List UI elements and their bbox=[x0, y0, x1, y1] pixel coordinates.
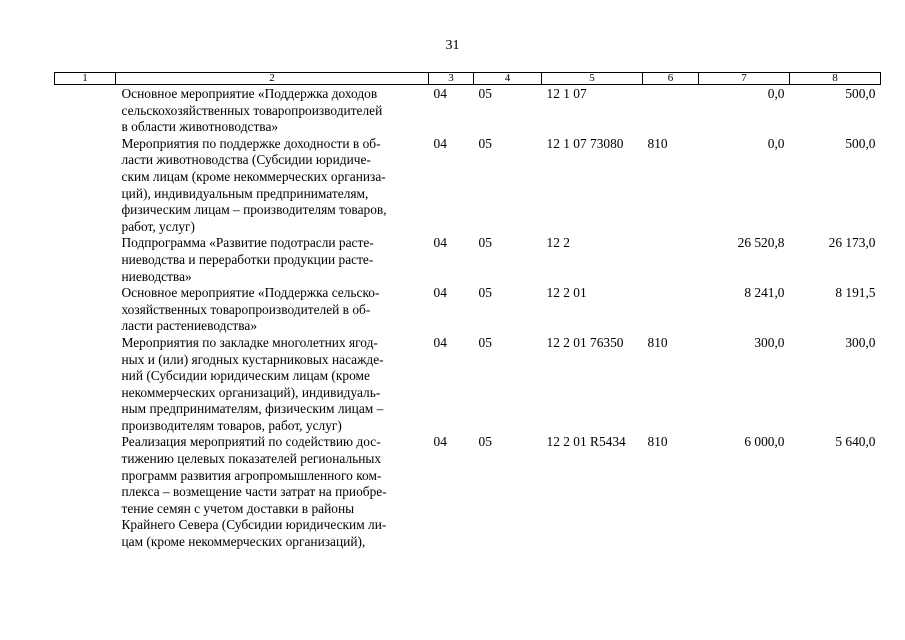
row-amount-1: 0,0 bbox=[767, 86, 785, 101]
row-name-line: Мероприятия по поддержке доходности в об- bbox=[121, 135, 381, 151]
row-section: 04 bbox=[433, 434, 447, 450]
row-name-line: ний (Субсидии юридическим лицам (кроме bbox=[121, 368, 370, 384]
row-subsection: 05 bbox=[478, 334, 492, 350]
row-name-line: производителям товаров, работ, услуг) bbox=[121, 417, 342, 433]
row-amount-2: 500,0 bbox=[845, 86, 876, 101]
row-amount-1: 300,0 bbox=[754, 334, 785, 350]
row-name bbox=[116, 335, 429, 435]
row-expense-type bbox=[643, 85, 699, 136]
row-amount-2: 500,0 bbox=[845, 135, 876, 151]
row-name-line: некоммерческих организаций), индивидуаль- bbox=[121, 384, 381, 400]
column-number-5: 5 bbox=[542, 73, 643, 85]
row-amount-1: 26 520,8 bbox=[737, 235, 785, 251]
row-expense-type: 810 bbox=[647, 434, 668, 450]
row-name bbox=[116, 85, 429, 136]
table-row bbox=[55, 235, 881, 285]
table-row bbox=[55, 85, 881, 136]
row-subsection: 05 bbox=[478, 235, 492, 251]
row-name-line: ций), индивидуальным предпринимателям, bbox=[121, 185, 369, 201]
row-target-article: 12 1 07 73080 bbox=[546, 135, 624, 151]
row-target-article: 12 2 01 R5434 bbox=[546, 434, 626, 450]
row-expense-type bbox=[643, 235, 699, 285]
column-number-1: 1 bbox=[55, 73, 116, 85]
row-name-line: Подпрограмма «Развитие подотрасли расте- bbox=[121, 235, 374, 251]
row-name-line: Основное мероприятие «Поддержка сельско- bbox=[121, 285, 380, 301]
row-name bbox=[116, 235, 429, 285]
row-expense-type: 810 bbox=[647, 135, 668, 151]
row-empty-cell bbox=[55, 335, 116, 435]
row-subsection: 05 bbox=[478, 434, 492, 450]
column-number-4: 4 bbox=[474, 73, 542, 85]
row-name-line: сельскохозяйственных товаропроизводителей bbox=[121, 102, 383, 118]
row-name-line: ласти растениеводства» bbox=[121, 318, 258, 334]
row-amount-2: 8 191,5 bbox=[835, 285, 876, 301]
row-name-line: цам (кроме некоммерческих организаций), bbox=[121, 534, 366, 550]
row-name bbox=[116, 136, 429, 236]
row-target-article: 12 2 bbox=[546, 235, 570, 251]
table-row bbox=[55, 335, 881, 435]
row-section: 04 bbox=[433, 285, 447, 301]
table-row bbox=[55, 285, 881, 335]
row-empty-cell bbox=[55, 434, 116, 550]
column-number-2: 2 bbox=[116, 73, 429, 85]
row-amount-2: 26 173,0 bbox=[828, 235, 876, 251]
row-name-line: в области животноводства» bbox=[121, 119, 279, 135]
row-subsection: 05 bbox=[478, 285, 492, 301]
row-name-line: ским лицам (кроме некоммерческих организа- bbox=[121, 168, 386, 184]
row-empty-cell bbox=[55, 85, 116, 136]
row-name-line: ниеводства» bbox=[121, 268, 192, 284]
row-name-line: тижению целевых показателей региональных bbox=[121, 451, 382, 467]
row-name-line: тение семян с учетом доставки в районы bbox=[121, 500, 355, 516]
row-name-line: работ, услуг) bbox=[121, 218, 195, 234]
row-name-line: ласти животноводства (Субсидии юридиче- bbox=[121, 152, 371, 168]
row-amount-1: 8 241,0 bbox=[744, 285, 785, 301]
row-name-line: Крайнего Севера (Субсидии юридическим ли- bbox=[121, 517, 387, 533]
row-section: 04 bbox=[433, 86, 447, 101]
column-number-3: 3 bbox=[429, 73, 474, 85]
row-amount-2: 300,0 bbox=[845, 334, 876, 350]
table-header bbox=[55, 73, 881, 85]
page-number: 31 bbox=[445, 38, 460, 53]
row-name-line: Мероприятия по закладке многолетних ягод- bbox=[121, 334, 378, 350]
table-row bbox=[55, 434, 881, 550]
row-amount-1: 0,0 bbox=[767, 135, 785, 151]
row-name-line: ных и (или) ягодных кустарниковых насажде- bbox=[121, 351, 384, 367]
row-name-line: ниеводства и переработки продукции расте- bbox=[121, 251, 374, 267]
row-name bbox=[116, 285, 429, 335]
row-name-line: Реализация мероприятий по содействию дос- bbox=[121, 434, 381, 450]
column-number-row bbox=[55, 73, 881, 85]
row-section: 04 bbox=[433, 334, 447, 350]
table-body bbox=[55, 85, 881, 551]
row-target-article: 12 1 07 bbox=[546, 86, 587, 101]
row-name-line: плекса – возмещение части затрат на приобре- bbox=[121, 484, 387, 500]
column-number-7: 7 bbox=[699, 73, 790, 85]
table-row bbox=[55, 136, 881, 236]
row-target-article: 12 2 01 bbox=[546, 285, 587, 301]
row-empty-cell bbox=[55, 235, 116, 285]
column-number-8: 8 bbox=[790, 73, 881, 85]
row-name-line: хозяйственных товаропроизводителей в об- bbox=[121, 301, 371, 317]
row-subsection: 05 bbox=[478, 135, 492, 151]
row-amount-2: 5 640,0 bbox=[835, 434, 876, 450]
row-name-line: физическим лицам – производителям товаров, bbox=[121, 202, 387, 218]
row-name-line: Основное мероприятие «Поддержка доходов bbox=[121, 86, 378, 101]
row-subsection: 05 bbox=[478, 86, 492, 101]
row-empty-cell bbox=[55, 285, 116, 335]
row-name bbox=[116, 434, 429, 550]
row-name-line: ным предпринимателям, физическим лицам – bbox=[121, 401, 384, 417]
row-expense-type bbox=[643, 285, 699, 335]
row-target-article: 12 2 01 76350 bbox=[546, 334, 624, 350]
row-amount-1: 6 000,0 bbox=[744, 434, 785, 450]
row-name-line: программ развития агропромышленного ком- bbox=[121, 467, 382, 483]
row-section: 04 bbox=[433, 135, 447, 151]
row-empty-cell bbox=[55, 136, 116, 236]
row-section: 04 bbox=[433, 235, 447, 251]
row-expense-type: 810 bbox=[647, 334, 668, 350]
column-number-6: 6 bbox=[643, 73, 699, 85]
budget-table bbox=[54, 72, 881, 551]
